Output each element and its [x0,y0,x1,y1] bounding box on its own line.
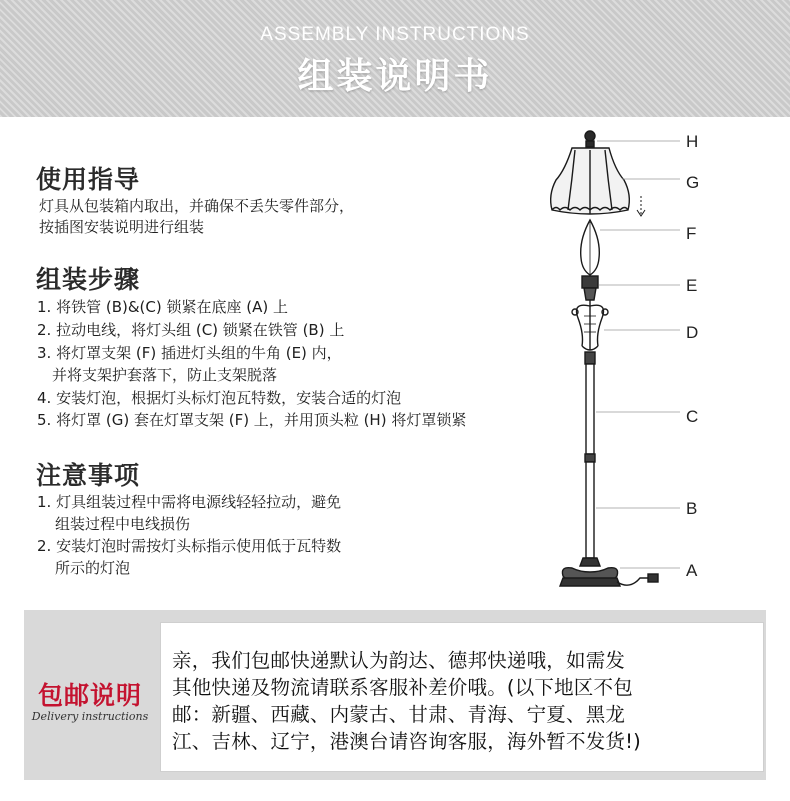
delivery-line: 邮：新疆、西藏、内蒙古、甘肃、青海、宁夏、黑龙 [172,703,626,726]
step-line: 5. 将灯罩 (G) 套在灯罩支架 (F) 上，并用顶头粒 (H) 将灯罩锁紧 [37,411,467,429]
part-label-b: B [686,499,698,518]
step-line: 2. 拉动电线，将灯头组 (C) 锁紧在铁管 (B) 上 [37,321,345,339]
part-label-d: D [686,323,699,342]
notes-title: 注意事项 [36,461,141,490]
step-line: 4. 安装灯泡，根据灯头标灯泡瓦特数，安装合适的灯泡 [37,389,402,407]
part-label-e: E [686,276,698,295]
delivery-title: 包邮说明 [37,681,142,710]
steps-title: 组装步骤 [36,265,141,294]
delivery-line: 亲，我们包邮快递默认为韵达、德邦快递哦，如需发 [172,649,626,672]
note-line: 2. 安装灯泡时需按灯头标指示使用低于瓦特数 [37,537,342,555]
part-label-a: A [686,561,698,580]
finial-part [585,131,595,141]
delivery-line: 江、吉林、辽宁，港澳台请咨询客服，海外暂不发货!) [172,730,641,753]
step-line: 1. 将铁管 (B)&(C) 锁紧在底座 (A) 上 [37,298,288,316]
usage-title: 使用指导 [36,165,141,194]
part-label-f: F [686,224,697,243]
part-label-c: C [686,407,699,426]
usage-line: 按插图安装说明进行组装 [39,218,205,236]
part-label-g: G [686,173,700,192]
pipe-b-part [586,462,594,558]
step-line: 3. 将灯罩支架 (F) 插进灯头组的牛角 (E) 内， [37,344,342,362]
note-line: 所示的灯泡 [55,559,131,577]
delivery-line: 其他快递及物流请联系客服补差价哦。(以下地区不包 [172,676,633,699]
pipe-c-part [586,364,594,454]
header-title-en: ASSEMBLY INSTRUCTIONS [260,24,530,45]
socket-part [582,276,598,288]
header-title-zh: 组装说明书 [297,56,493,97]
step-line: 并将支架护套落下，防止支架脱落 [52,366,278,384]
note-line: 1. 灯具组装过程中需将电源线轻轻拉动，避免 [37,493,342,511]
delivery-subtitle: Delivery instructions [31,710,149,723]
note-line: 组装过程中电线损伤 [55,515,191,533]
usage-line: 灯具从包装箱内取出，并确保不丢失零件部分， [39,197,355,215]
part-label-h: H [686,132,699,151]
